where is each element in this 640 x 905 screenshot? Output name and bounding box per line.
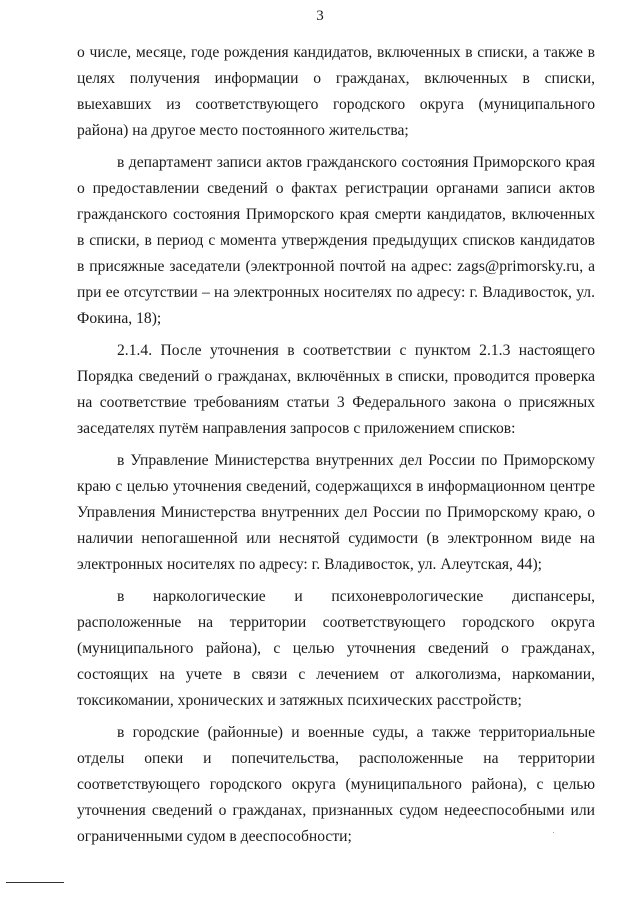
footer-rule <box>6 882 64 883</box>
document-body <box>77 40 595 856</box>
page-number: 3 <box>316 8 324 24</box>
scan-speck <box>553 832 554 833</box>
paragraph-mvd-department: в Управление Министерства внутренних дел России по Приморскому краю с целью уточнения сведений, содержащихся в информационном центре Управления Министерства внутренних дел России по Приморскому краю, о наличии непогашенной или неснятой судимости (в электронном виде на электронных носителях по адресу: г. Владивосток, ул. Алеутская, 44); <box>77 452 595 573</box>
paragraph-continuation: о числе, месяце, годе рождения кандидатов, включенных в списки, а также в целях получения информации о гражданах, включенных в списки, выехавших из соответствующего городского округа (муниципального района) на другое место постоянного жительства; <box>77 44 595 139</box>
paragraph-dispensaries: в наркологические и психоневрологические диспансеры, расположенные на территории соответствующего городского округа (муниципального района), с целью уточнения сведений о гражданах, состоящих на учете в связи с лечением от алкоголизма, наркомании, токсикомании, хронических и затяжных психических расстройств; <box>77 588 595 709</box>
paragraph-zags-department: в департамент записи актов гражданского состояния Приморского края о предоставлении сведений о фактах регистрации органами записи актов гражданского состояния Приморского края смерти кандидатов, включенных в списки, в период с момента утверждения предыдущих списков кандидатов в присяжные заседатели (электронной почтой на адрес: zags@primorsky.ru, а при ее отсутствии – на электронных носителях по адресу: г. Владивосток, ул. Фокина, 18); <box>77 154 595 327</box>
paragraph-courts-guardianship: в городские (районные) и военные суды, а также территориальные отделы опеки и попечительства, расположенные на территории соответствующего городского округа (муниципального района), с целью уточнения сведений о гражданах, признанных судом недееспособными или ограниченными судом в дееспособности; <box>77 724 595 845</box>
paragraph-clause-2-1-4: 2.1.4. После уточнения в соответствии с пунктом 2.1.3 настоящего Порядка сведений о гражданах, включённых в списки, проводится проверка на соответствие требованиям статьи 3 Федерального закона о присяжных заседателях путём направления запросов с приложением списков: <box>77 342 595 437</box>
